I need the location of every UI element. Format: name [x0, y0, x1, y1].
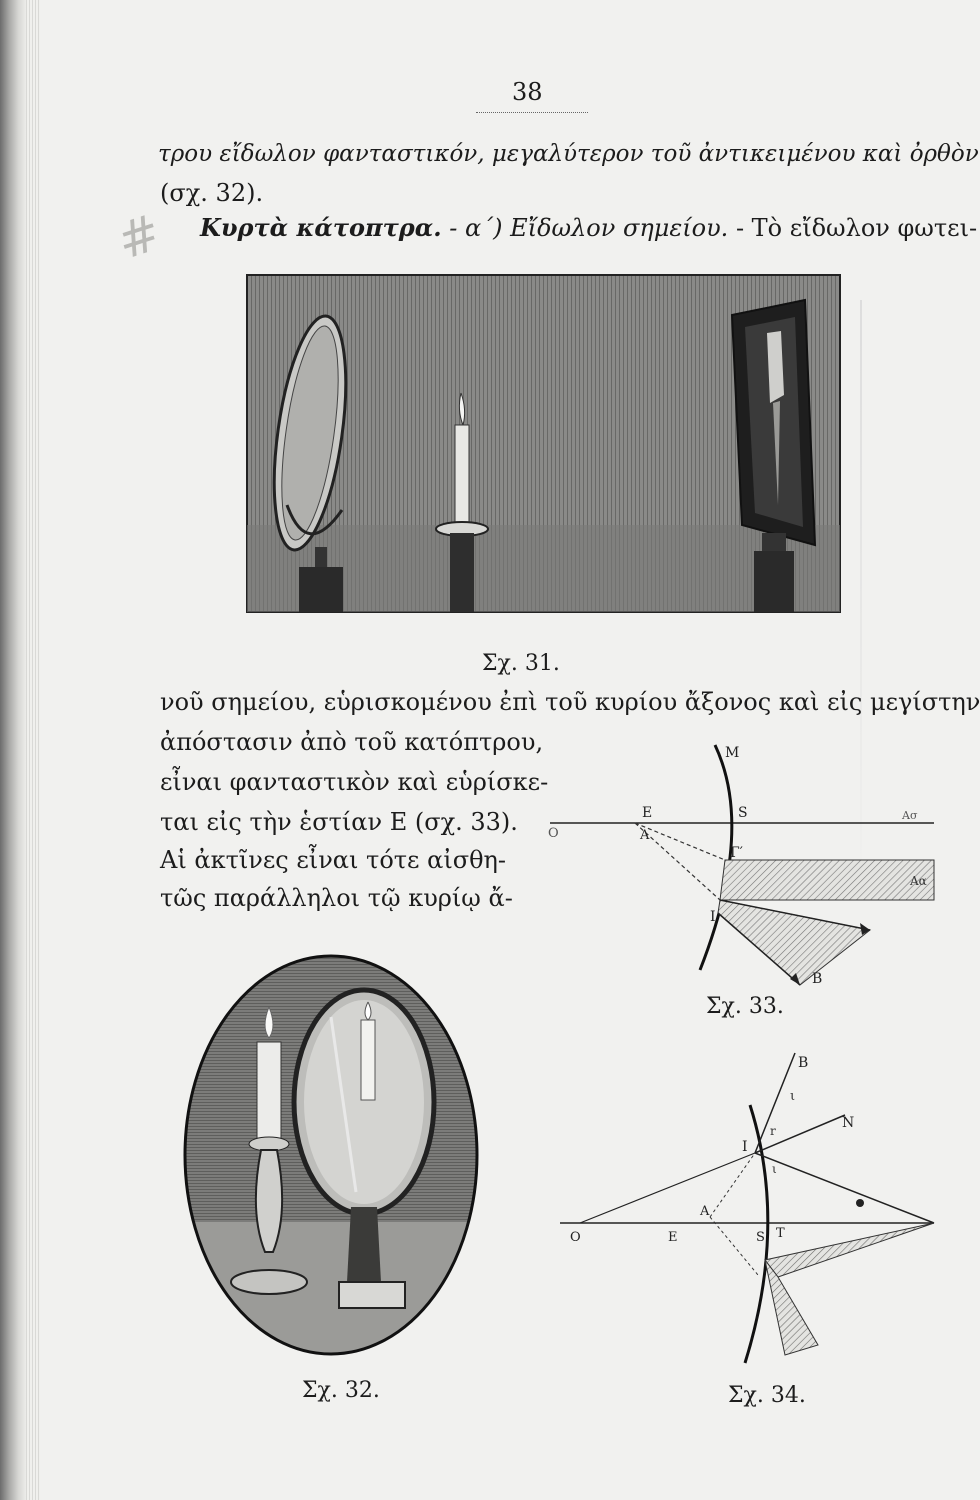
- text-line-1: τρου εἴδωλον φανταστικόν, μεγαλύτερον τοῦ ἀντικειμένου καὶ ὀρθὸν: [158, 141, 979, 167]
- fig34-label-E: E: [668, 1230, 678, 1245]
- fig33-label-B: B: [812, 971, 823, 987]
- fig33-label-O: O: [548, 826, 559, 841]
- text-line-6: εἶναι φανταστικὸν καὶ εὑρίσκε-: [160, 768, 549, 796]
- fig33-label-axis-1: Ασ: [902, 809, 918, 822]
- fig33-label-A: A: [640, 828, 650, 843]
- page-edges: [26, 0, 40, 1500]
- fig34-label-N: N: [842, 1115, 855, 1131]
- fig34-label-A: A: [700, 1204, 710, 1219]
- fig33-label-M: M: [725, 745, 740, 761]
- figure-32-engraving: [181, 952, 481, 1358]
- section-heading: Κυρτὰ κάτοπτρα.: [200, 213, 442, 242]
- fig34-label-S: S: [756, 1230, 765, 1245]
- fig33-label-I: I: [710, 909, 716, 925]
- page-number: 38: [512, 78, 543, 106]
- figure-33-caption: Σχ. 33.: [706, 994, 784, 1019]
- figure-33-diagram: [540, 735, 934, 1015]
- text-line-2: (σχ. 32).: [160, 179, 264, 207]
- fig34-label-I: I: [742, 1139, 748, 1155]
- figure-34-caption: Σχ. 34.: [728, 1383, 806, 1408]
- book-spine-shadow: [0, 0, 26, 1500]
- fig34-label-l: ι: [772, 1162, 777, 1176]
- text-line-5: ἀπόστασιν ἀπὸ τοῦ κατόπτρου,: [160, 728, 544, 756]
- text-line-7: ται εἰς τὴν ἑστίαν Ε (σχ. 33).: [160, 808, 518, 836]
- fig34-label-B: B: [798, 1055, 809, 1071]
- fig34-label-r: r: [770, 1124, 776, 1138]
- fig33-label-E: E: [642, 805, 653, 821]
- text-line-4: νοῦ σημείου, εὑρισκομένου ἐπὶ τοῦ κυρίου ἄξονος καὶ εἰς μεγίστην: [160, 688, 980, 716]
- fig33-label-S: S: [738, 805, 748, 821]
- page-number-rule: [476, 112, 588, 113]
- fig33-label-axis-2: Αα: [910, 874, 927, 888]
- figure-34-diagram: [560, 1045, 934, 1375]
- figure-31-engraving: [247, 275, 840, 612]
- fig34-label-T: T: [776, 1226, 785, 1241]
- subsection-title: - α΄) Εἴδωλον σημείου.: [449, 214, 729, 242]
- fig33-label-gamma: Γ′: [730, 845, 743, 861]
- fig34-label-O: O: [570, 1230, 581, 1245]
- text-line-8: Αἱ ἀκτῖνες εἶναι τότε αἰσθη-: [160, 846, 507, 874]
- pencil-mark: #: [110, 202, 168, 272]
- text-line-9: τῶς παράλληλοι τῷ κυρίῳ ἄ-: [160, 884, 513, 912]
- figure-32-caption: Σχ. 32.: [302, 1378, 380, 1403]
- text-line-3: [200, 213, 978, 242]
- figure-31-caption: Σχ. 31.: [482, 651, 560, 676]
- text-line-3-tail: - Τὸ εἴδωλον φωτει-: [735, 214, 978, 242]
- fig34-label-i: ι: [790, 1089, 796, 1104]
